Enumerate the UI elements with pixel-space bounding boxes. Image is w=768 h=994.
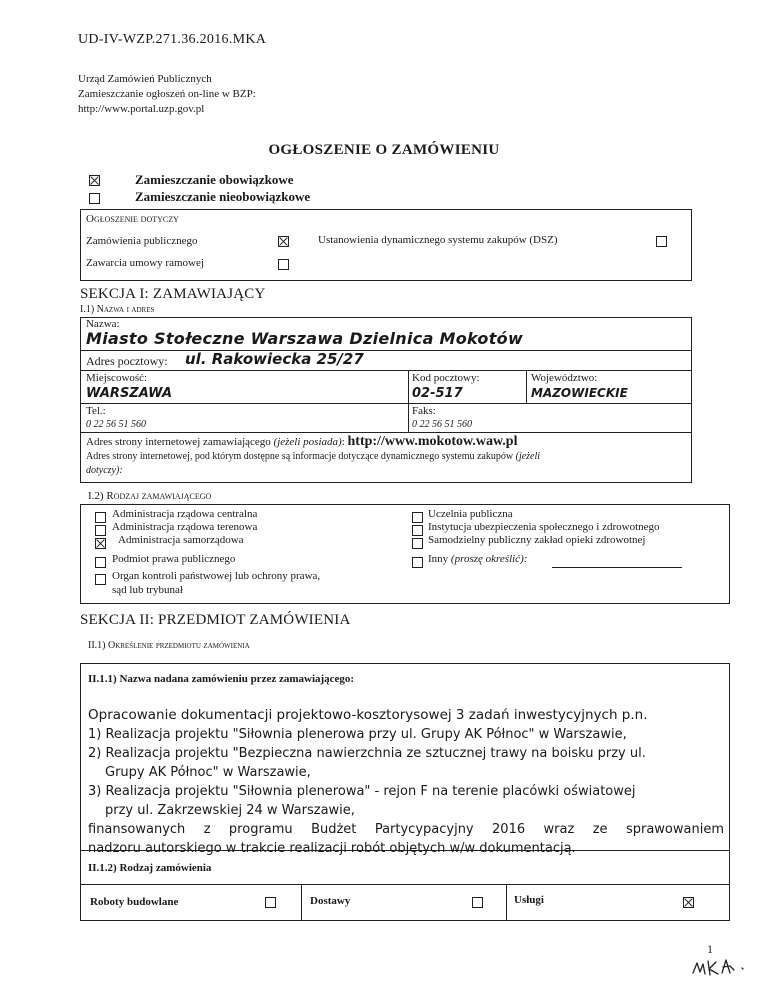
www-row: Adres strony internetowej zamawiającego (jeżeli posiada): http://www.mokotow.waw.pl <box>86 434 518 449</box>
divider <box>81 403 691 404</box>
posting-optional-checkbox[interactable] <box>89 193 100 204</box>
type-checkbox[interactable] <box>412 525 423 536</box>
type-checkbox[interactable] <box>95 512 106 523</box>
postal-value: 02-517 <box>412 386 463 401</box>
concerns-heading: Ogłoszenie dotyczy <box>86 213 179 225</box>
order-name-text <box>88 706 724 858</box>
order-line: przy ul. Zakrzewskiej 24 w Warszawie, <box>105 803 355 818</box>
order-line: 1) Realizacja projektu "Siłownia plenerowa przy ul. Grupy AK Północ" w Warszawie, <box>88 727 627 742</box>
order-line: Grupy AK Północ" w Warszawie, <box>105 765 311 780</box>
www-note: (jeżeli posiada) <box>273 436 342 448</box>
section1-title: SEKCJA I: ZAMAWIAJĄCY <box>80 286 266 302</box>
divider <box>506 884 507 920</box>
type-checkbox[interactable] <box>95 525 106 536</box>
divider <box>526 370 527 403</box>
dsz-row <box>86 451 540 462</box>
order-line: finansowanych z programu Budżet Partycypacyjny 2016 wraz ze sprawowaniem <box>88 822 724 837</box>
issuer-line: Urząd Zamówień Publicznych <box>78 73 212 85</box>
issuer-block <box>78 72 256 117</box>
kind-checkbox[interactable] <box>472 897 483 908</box>
page-title: OGŁOSZENIE O ZAMÓWIENIU <box>268 142 500 158</box>
section1-sub1: I.1) Nazwa i adres <box>80 304 155 315</box>
city-value: WARSZAWA <box>86 386 173 401</box>
tel-label: Tel.: <box>86 405 106 417</box>
kind-label: Roboty budowlane <box>90 896 179 908</box>
type-label: Inny <box>428 553 449 565</box>
type-label: Administracja rządowa centralna <box>112 508 258 520</box>
divider <box>81 370 691 371</box>
section1-sub2: I.2) Rodzaj zamawiającego <box>88 490 212 502</box>
kind-label: Usługi <box>514 894 544 906</box>
type-checkbox[interactable] <box>412 557 423 568</box>
initials-signature <box>690 955 750 981</box>
www-label: Adres strony internetowej zamawiającego <box>86 436 271 448</box>
posting-mandatory-checkbox[interactable] <box>89 175 100 186</box>
type-label: Samodzielny publiczny zakład opieki zdrowotnej <box>428 534 646 546</box>
framework-label: Zawarcia umowy ramowej <box>86 257 204 269</box>
type-label: Administracja rządowa terenowa <box>112 521 258 533</box>
name-value: Miasto Stołeczne Warszawa Dzielnica Mokotów <box>86 329 524 348</box>
public-order-checkbox[interactable] <box>278 236 289 247</box>
kind-checkbox[interactable] <box>683 897 694 908</box>
postal-label: Kod pocztowy: <box>412 372 480 384</box>
type-checkbox[interactable] <box>95 538 106 549</box>
type-label: Podmiot prawa publicznego <box>112 553 236 565</box>
address-value: ul. Rakowiecka 25/27 <box>185 350 364 368</box>
order-line: 2) Realizacja projektu "Bezpieczna nawierzchnia ze sztucznej trawy na boisku przy ul. <box>88 746 646 761</box>
divider <box>81 350 691 351</box>
order-kind-label: II.1.2) Rodzaj zamówienia <box>88 862 212 874</box>
fax-value: 0 22 56 51 560 <box>412 419 472 430</box>
section2-title: SEKCJA II: PRZEDMIOT ZAMÓWIENIA <box>80 612 351 628</box>
type-label: Administracja samorządowa <box>118 534 244 546</box>
issuer-line: Zamieszczanie ogłoszeń on-line w BZP: <box>78 88 256 100</box>
city-label: Miejscowość: <box>86 372 148 384</box>
dsz-note: (jeżeli <box>515 451 541 462</box>
order-name-label: II.1.1) Nazwa nadana zamówieniu przez zamawiającego: <box>88 673 355 685</box>
order-line: Opracowanie dokumentacji projektowo-kosztorysowej 3 zadań inwestycyjnych p.n. <box>88 707 648 723</box>
order-line: 3) Realizacja projektu "Siłownia plenerowa" - rejon F na terenie placówki oświatowej <box>88 784 636 799</box>
other-type-row <box>428 553 527 565</box>
fax-label: Faks: <box>412 405 436 417</box>
province-value: MAZOWIECKIE <box>531 386 628 400</box>
address-label: Adres pocztowy: <box>86 354 168 368</box>
type-checkbox[interactable] <box>412 512 423 523</box>
section2-sub1: II.1) Określenie przedmiotu zamówienia <box>88 640 250 651</box>
type-checkbox[interactable] <box>95 557 106 568</box>
type-label: Instytucja ubezpieczenia społecznego i zdrowotnego <box>428 521 660 533</box>
divider <box>81 432 691 433</box>
divider <box>408 370 409 432</box>
dsz-label: Adres strony internetowej, pod którym dostępne są informacje dotyczące dynamicznego systemu zakupów <box>86 451 514 462</box>
divider <box>81 884 729 885</box>
type-label-cont: sąd lub trybunał <box>112 584 183 596</box>
page-number: 1 <box>707 942 713 956</box>
divider <box>301 884 302 920</box>
order-line: nadzoru autorskiego w trakcie realizacji robót objętych w/w dokumentacją. <box>88 841 576 856</box>
other-note: (proszę określić): <box>450 553 528 565</box>
kind-label: Dostawy <box>310 895 351 907</box>
type-label: Organ kontroli państwowej lub ochrony prawa, <box>112 570 321 582</box>
public-order-label: Zamówienia publicznego <box>86 235 198 247</box>
kind-checkbox[interactable] <box>265 897 276 908</box>
name-label: Nazwa: <box>86 318 120 330</box>
type-label: Uczelnia publiczna <box>428 508 513 520</box>
posting-mandatory-label: Zamieszczanie obowiązkowe <box>135 172 294 187</box>
type-checkbox[interactable] <box>95 574 106 585</box>
dynamic-system-label: Ustanowienia dynamicznego systemu zakupów (DSZ) <box>318 234 558 246</box>
dsz-note-cont: dotyczy): <box>86 465 123 476</box>
type-checkbox[interactable] <box>412 538 423 549</box>
posting-optional-label: Zamieszczanie nieobowiązkowe <box>135 189 311 204</box>
province-label: Województwo: <box>531 372 598 384</box>
dynamic-system-checkbox[interactable] <box>656 236 667 247</box>
www-link[interactable]: http://www.mokotow.waw.pl <box>347 434 518 449</box>
reference-number: UD-IV-WZP.271.36.2016.MKA <box>78 32 267 47</box>
tel-value: 0 22 56 51 560 <box>86 419 146 430</box>
other-input-line[interactable] <box>552 567 682 568</box>
framework-checkbox[interactable] <box>278 259 289 270</box>
issuer-line: http://www.portal.uzp.gov.pl <box>78 103 205 115</box>
